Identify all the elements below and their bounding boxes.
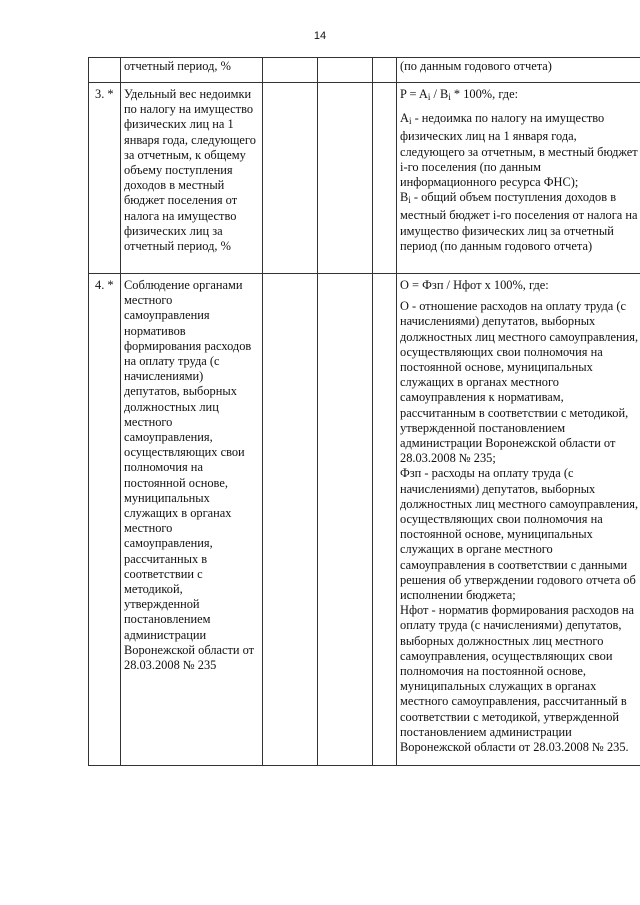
table-row: [89, 274, 640, 766]
empty-cell: [263, 83, 318, 274]
page-number: 14: [313, 30, 327, 42]
empty-cell: [373, 83, 397, 274]
empty-cell: [318, 58, 373, 83]
row-number-cell: [89, 58, 121, 83]
empty-cell: [318, 83, 373, 274]
row-number-cell: 4. *: [89, 274, 121, 766]
formula-definition: О - отношение расходов на оплату труда (с начислениями) депутатов, выборных должностных лиц местного самоуправления, осуществляющих свои полномочия на постоянной основе, муниципальных служащих в органах местного самоуправления к нормативам, рассчитанным в соответствии с методикой, утвержденной постановлением администрации Воронежской области от 28.03.2008 № 235;: [400, 299, 639, 466]
empty-cell: [263, 58, 318, 83]
empty-cell: [373, 274, 397, 766]
formula: О = Фзп / Нфот х 100%, где:: [400, 278, 549, 292]
empty-cell: [263, 274, 318, 766]
formula: $P = A_i / B_i * 100\%$, где:: [400, 87, 519, 102]
indicator-name-cell: Соблюдение органами местного самоуправления нормативов формирования расходов на оплату труда (с начислениями) депутатов, выборных должностных лиц местного самоуправления, осуществляющих свои полномочия на постоянной основе, муниципальных служащих в органах местного самоуправления, рассчитанных в соответствии с методикой, утвержденной постановлением администрации Воронежской области от 28.03.2008 № 235: [121, 274, 263, 766]
formula-definition: $A_i$ - недоимка по налогу на имущество физических лиц на 1 января года, следующего за отчетным, в местный бюджет i-го поселения (по данным информационного ресурса ФНС);: [400, 111, 638, 190]
empty-cell: [318, 274, 373, 766]
empty-cell: [373, 58, 397, 83]
formula-definition: Фзп - расходы на оплату труда (с начислениями) депутатов, выборных должностных лиц местного самоуправления, осуществляющих свои полномочия на постоянной основе, муниципальных служащих в органе местного самоуправления в соответствии с данными решения об утверждении годового отчета об исполнении бюджета;: [400, 466, 639, 603]
table-row: [89, 83, 640, 274]
formula-definition: $B_i$ - общий объем поступления доходов в местный бюджет i-го поселения от налога на имущество физических лиц за отчетный период (по данным годового отчета): [400, 190, 638, 253]
formula-definition: Нфот - норматив формирования расходов на оплату труда (с начислениями) депутатов, выборных должностных лиц местного самоуправления, осуществляющих свои полномочия на постоянной основе, муниципальных служащих в органах местного самоуправления, рассчитанный в соответствии с методикой, утвержденной постановлением администрации Воронежской области от 28.03.2008 № 235.: [400, 603, 635, 755]
table-row: [89, 58, 640, 83]
indicator-name-cell: отчетный период, %: [121, 58, 263, 83]
formula-cell: [397, 83, 640, 274]
indicator-name-cell: Удельный вес недоимки по налогу на имущество физических лиц на 1 января года, следующего за отчетным, к общему объему поступления доходов в местный бюджет поселения от налога на имущество физических лиц за отчетный период, %: [121, 83, 263, 274]
formula-cell: [397, 274, 640, 766]
row-number-cell: 3. *: [89, 83, 121, 274]
indicators-table: [88, 57, 640, 766]
formula-cell: (по данным годового отчета): [397, 58, 640, 83]
